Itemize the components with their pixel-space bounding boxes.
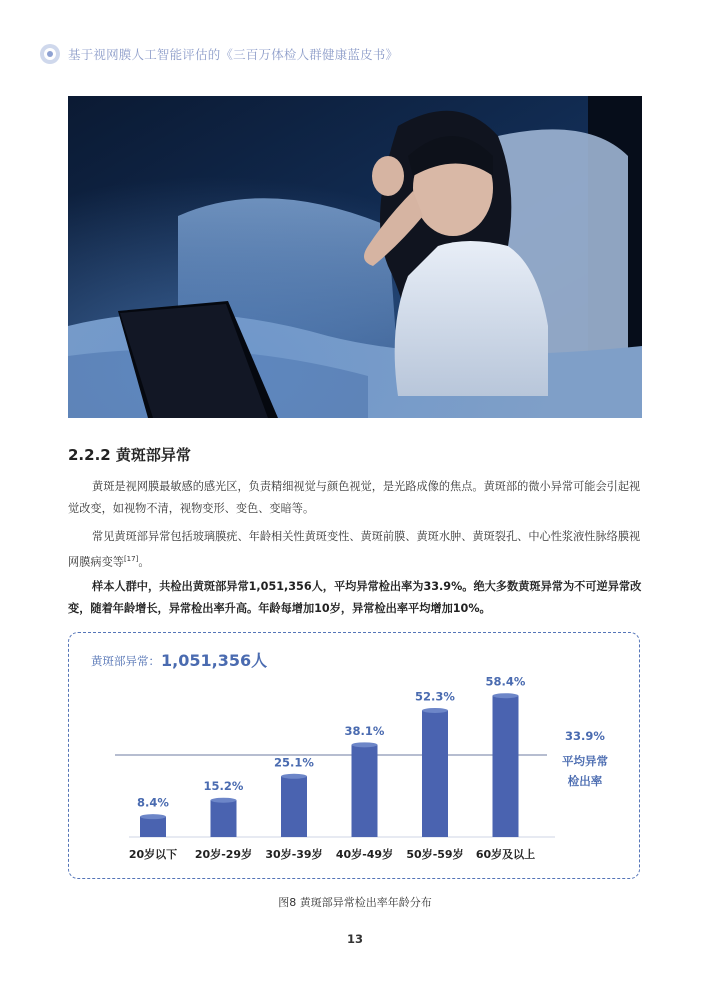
bar-chart-panel [68,632,640,879]
bar-cap-2 [281,774,307,779]
category-label-1: 20岁-29岁 [194,848,253,861]
paragraph-common-abnormalities [68,526,642,574]
photo-woman-rubbing-eyes [68,96,642,418]
total-value: 1,051,356人 [161,651,268,670]
average-rate-value: 33.9% [565,729,605,743]
total-label: 黄斑部异常： [91,654,160,668]
bar-1 [211,800,237,837]
paragraph-key-findings: 样本人群中，共检出黄斑部异常1,051,356人，平均异常检出率为33.9%。绝大多数黄斑异常为不可逆异常改变，随着年龄增长，异常检出率升高。年龄每增加10岁，异常检出率平均增加10%。 [68,580,642,615]
bar-cap-3 [352,742,378,747]
average-rate-label-line1: 平均异常 [562,754,608,768]
header-title: 基于视网膜人工智能评估的《三百万体检人群健康蓝皮书》 [68,47,399,62]
bar-value-label-2: 25.1% [274,755,314,770]
category-label-3: 40岁-49岁 [335,848,394,861]
bar-value-label-4: 52.3% [415,689,455,704]
citation-ref: [17] [123,555,139,563]
category-label-0: 20岁以下 [128,848,178,861]
bar-value-label-1: 15.2% [203,779,244,794]
paragraph-macula-intro: 黄斑是视网膜最敏感的感光区，负责精细视觉与颜色视觉，是光路成像的焦点。黄斑部的微小异常可能会引起视觉改变，如视物不清，视物变形、变色、变暗等。 [68,480,641,515]
bar-value-label-3: 38.1% [344,723,385,738]
bar-value-label-5: 58.4% [485,674,526,689]
average-rate-label [549,751,621,791]
bar-3 [352,745,378,837]
report-logo-icon [40,44,60,64]
bar-cap-5 [493,693,519,698]
bar-cap-1 [211,798,237,803]
average-rate-label-line2: 检出率 [567,774,603,788]
bar-2 [281,776,307,837]
page-number: 13 [346,932,363,946]
category-label-5: 60岁及以上 [475,848,536,861]
bar-0 [140,817,166,837]
bar-cap-4 [422,708,448,713]
photo-illustration [68,96,642,418]
bar-cap-0 [140,814,166,819]
category-label-4: 50岁-59岁 [406,848,464,861]
bar-5 [493,696,519,837]
figure-caption: 图8 黄斑部异常检出率年龄分布 [278,896,432,909]
bar-4 [422,710,448,837]
page-header [40,40,398,68]
category-label-2: 30岁-39岁 [265,848,323,861]
paragraph-end: 。 [138,555,150,569]
paragraph-text: 常见黄斑部异常包括玻璃膜疣、年龄相关性黄斑变性、黄斑前膜、黄斑水肿、黄斑裂孔、中心性浆液性脉络膜视网膜病变等 [68,530,641,569]
bar-value-label-0: 8.4% [137,795,169,810]
section-title: 2.2.2 黄斑部异常 [68,446,191,464]
